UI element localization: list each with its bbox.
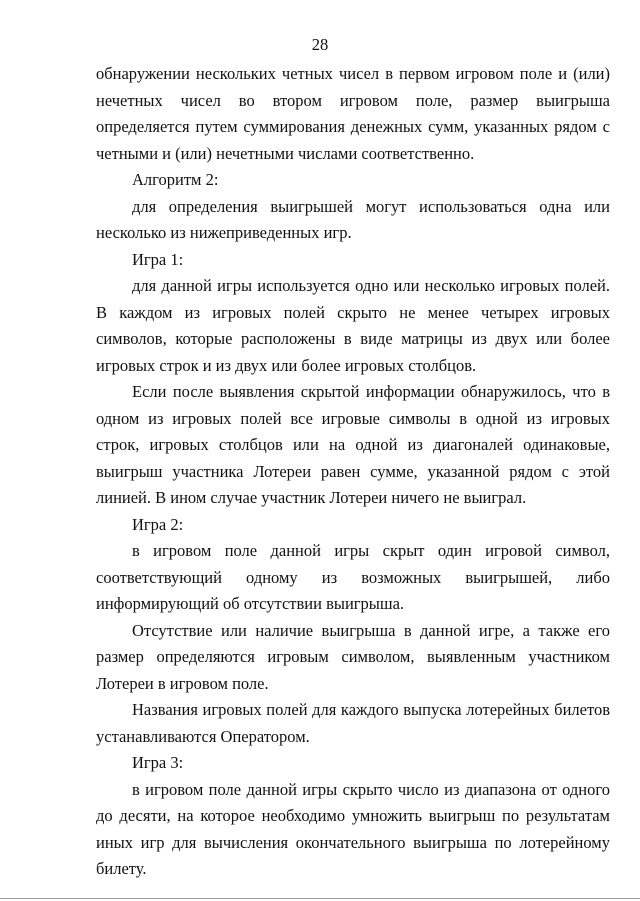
paragraph-game-1-description: для данной игры используется одно или несколько игровых полей. В каждом из игровых полей скрыто не менее четырех игровых символов, которые расположены в виде матрицы из двух или более игровых строк и из двух или более игровых столбцов. bbox=[96, 276, 610, 375]
heading-algorithm-2: Алгоритм 2: bbox=[132, 170, 219, 189]
page-number: 28 bbox=[311, 35, 329, 54]
paragraph-game-1-rules: Если после выявления скрытой информации обнаружилось, что в одном из игровых полей все игровые символы в одной из игровых строк, игровых столбцов или на одной из диагоналей одинаковые, выигрыш участника Лотереи равен сумме, указанной рядом с этой линией. В ином случае участник Лотереи ничего не выиграл. bbox=[96, 382, 610, 507]
heading-game-3: Игра 3: bbox=[132, 753, 184, 772]
document-body bbox=[96, 61, 610, 883]
page-bottom-edge bbox=[0, 898, 640, 899]
paragraph-algorithm-2-intro: для определения выигрышей могут использоваться одна или несколько из нижеприведенных игр. bbox=[96, 196, 610, 242]
paragraph-field-names: Названия игровых полей для каждого выпуска лотерейных билетов устанавливаются Оператором. bbox=[96, 700, 610, 746]
heading-game-1: Игра 1: bbox=[132, 249, 184, 269]
paragraph-continuation: обнаружении нескольких четных чисел в первом игровом поле и (или) нечетных чисел во втором игровом поле, размер выигрыша определяется путем суммирования денежных сумм, указанных рядом с четными и (или) нечетными числами соответственно. bbox=[96, 64, 610, 163]
paragraph-game-2-rules: Отсутствие или наличие выигрыша в данной игре, а также его размер определяются игровым символом, выявленным участником Лотереи в игровом поле. bbox=[96, 620, 610, 693]
heading-game-2: Игра 2: bbox=[132, 514, 184, 534]
paragraph-game-3-description: в игровом поле данной игры скрыто число из диапазона от одного до десяти, на которое необходимо умножить выигрыш по результатам иных игр для вычисления окончательного выигрыша по лотерейному билету. bbox=[96, 779, 610, 878]
paragraph-game-2-description: в игровом поле данной игры скрыт один игровой символ, соответствующий одному из возможных выигрышей, либо информирующий об отсутствии выигрыша. bbox=[96, 541, 610, 613]
